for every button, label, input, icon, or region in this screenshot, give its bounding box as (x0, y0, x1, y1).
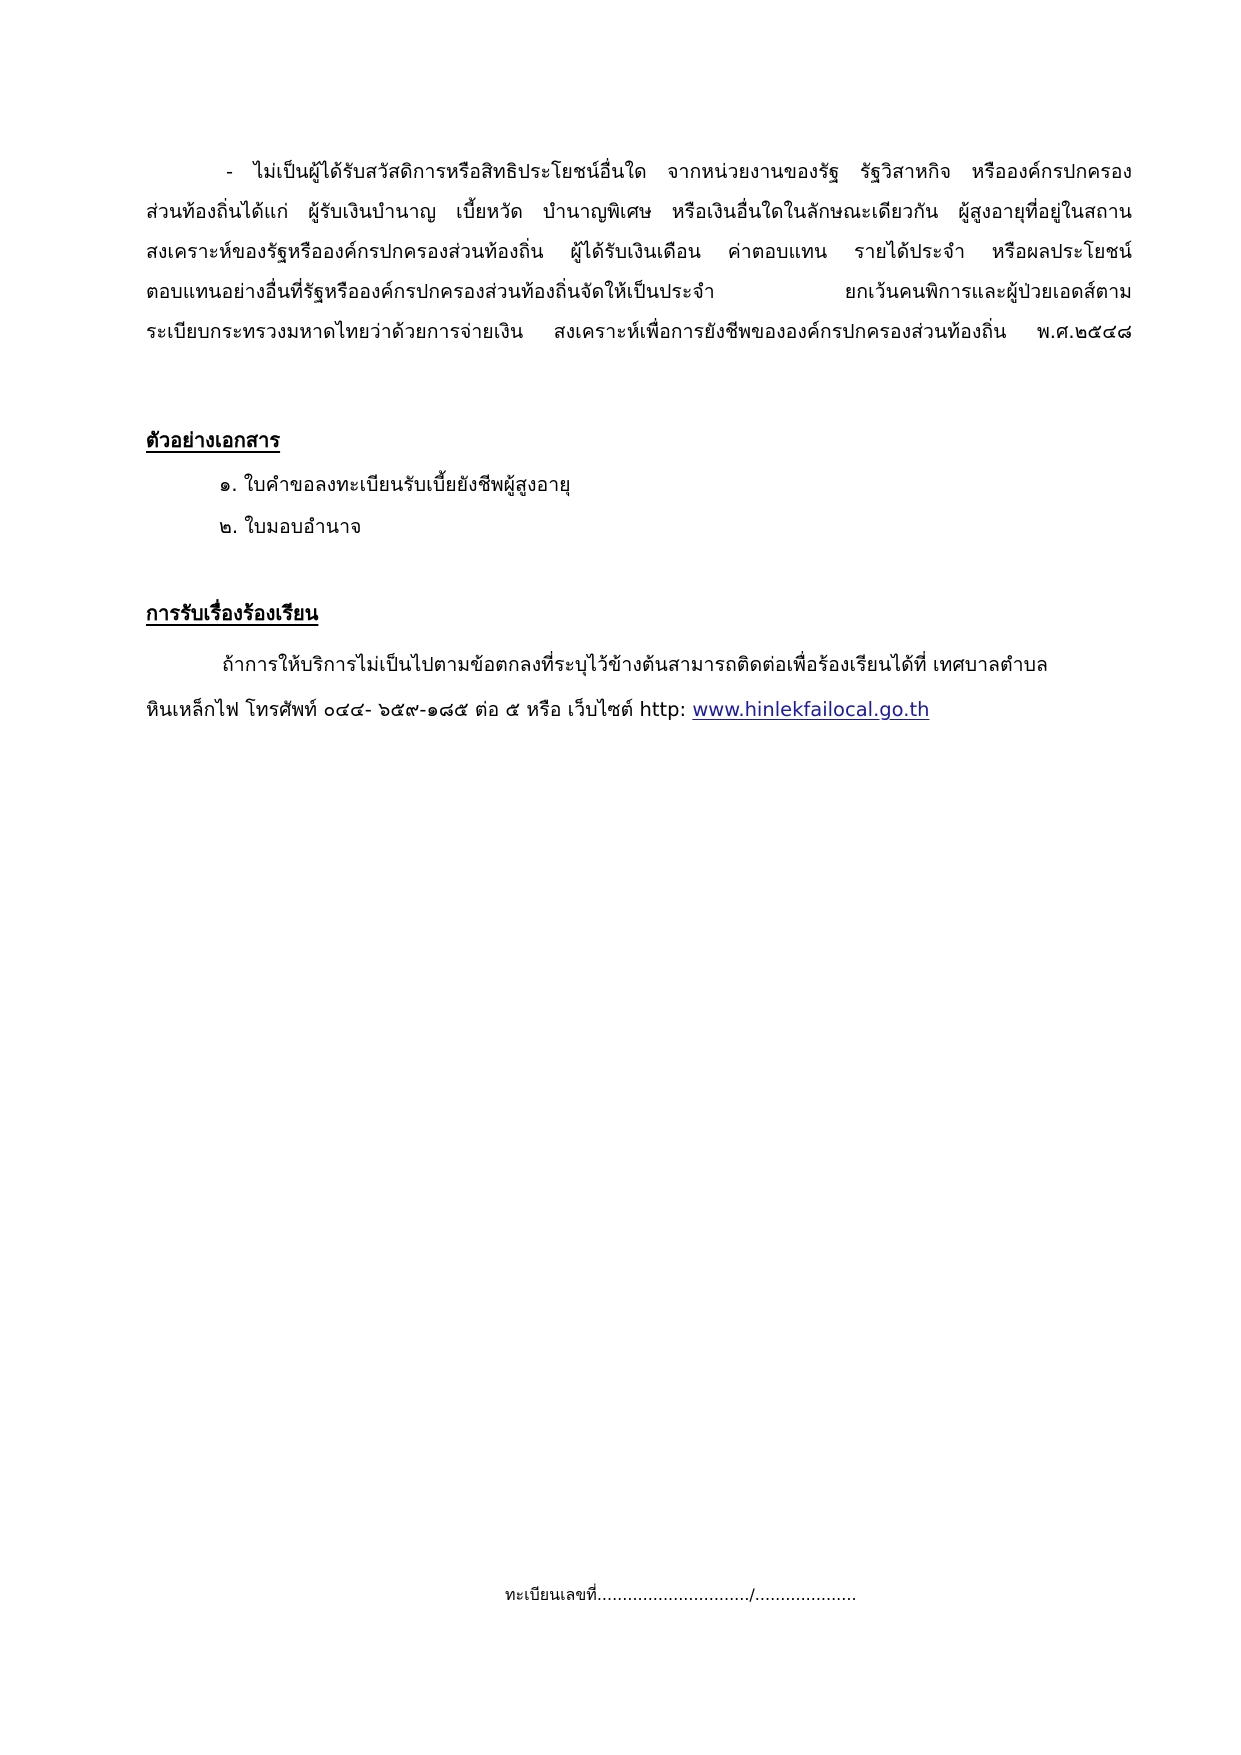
paragraph-line: ส่วนท้องถิ่นได้แก่ ผู้รับเงินบำนาญ เบี้ยหวัด บำนาญพิเศษ หรือเงินอื่นใดในลักษณะเดียวกัน ผู้สูงอายุที่อยู่ในสถาน (146, 200, 1132, 223)
paragraph-line: ระเบียบกระทรวงมหาดไทยว่าด้วยการจ่ายเงิน สงเคราะห์เพื่อการยังชีพขององค์กรปกครองส่วนท้องถิ่น พ.ศ.๒๕๔๘ (146, 320, 1132, 343)
complaint-contact-text: หินเหล็กไฟ โทรศัพท์ ๐๔๔- ๖๕๙-๑๘๕ ต่อ ๕ หรือ เว็บไซต์ http: (146, 698, 693, 721)
document-list-item: ๒. ใบมอบอำนาจ (219, 515, 362, 538)
website-link[interactable]: www.hinlekfailocal.go.th (692, 698, 930, 721)
paragraph-line: สงเคราะห์ของรัฐหรือองค์กรปกครองส่วนท้องถิ่น ผู้ได้รับเงินเดือน ค่าตอบแทน รายได้ประจำ หรือผลประโยชน์ (146, 240, 1132, 263)
registration-number: ทะเบียนเลขที่............................../.................... (505, 1585, 857, 1604)
eligibility-paragraph (146, 152, 1132, 352)
complaint-line: ถ้าการให้บริการไม่เป็นไปตามข้อตกลงที่ระบุไว้ข้างต้นสามารถติดต่อเพื่อร้องเรียนได้ที่ เทศบาลตำบล (222, 653, 1048, 676)
document-list-item: ๑. ใบคำขอลงทะเบียนรับเบี้ยยังชีพผู้สูงอายุ (219, 473, 571, 496)
paragraph-line: - ไม่เป็นผู้ได้รับสวัสดิการหรือสิทธิประโยชน์อื่นใด จากหน่วยงานของรัฐ รัฐวิสาหกิจ หรือองค์กรปกครอง (226, 160, 1132, 183)
complaint-paragraph (146, 642, 1086, 732)
complaint-heading: การรับเรื่องร้องเรียน (146, 601, 319, 625)
complaint-line (146, 687, 1086, 732)
documents-heading: ตัวอย่างเอกสาร (146, 428, 281, 452)
paragraph-line: ตอบแทนอย่างอื่นที่รัฐหรือองค์กรปกครองส่วนท้องถิ่นจัดให้เป็นประจำ ยกเว้นคนพิการและผู้ป่วยเอดส์ตาม (146, 280, 1132, 303)
